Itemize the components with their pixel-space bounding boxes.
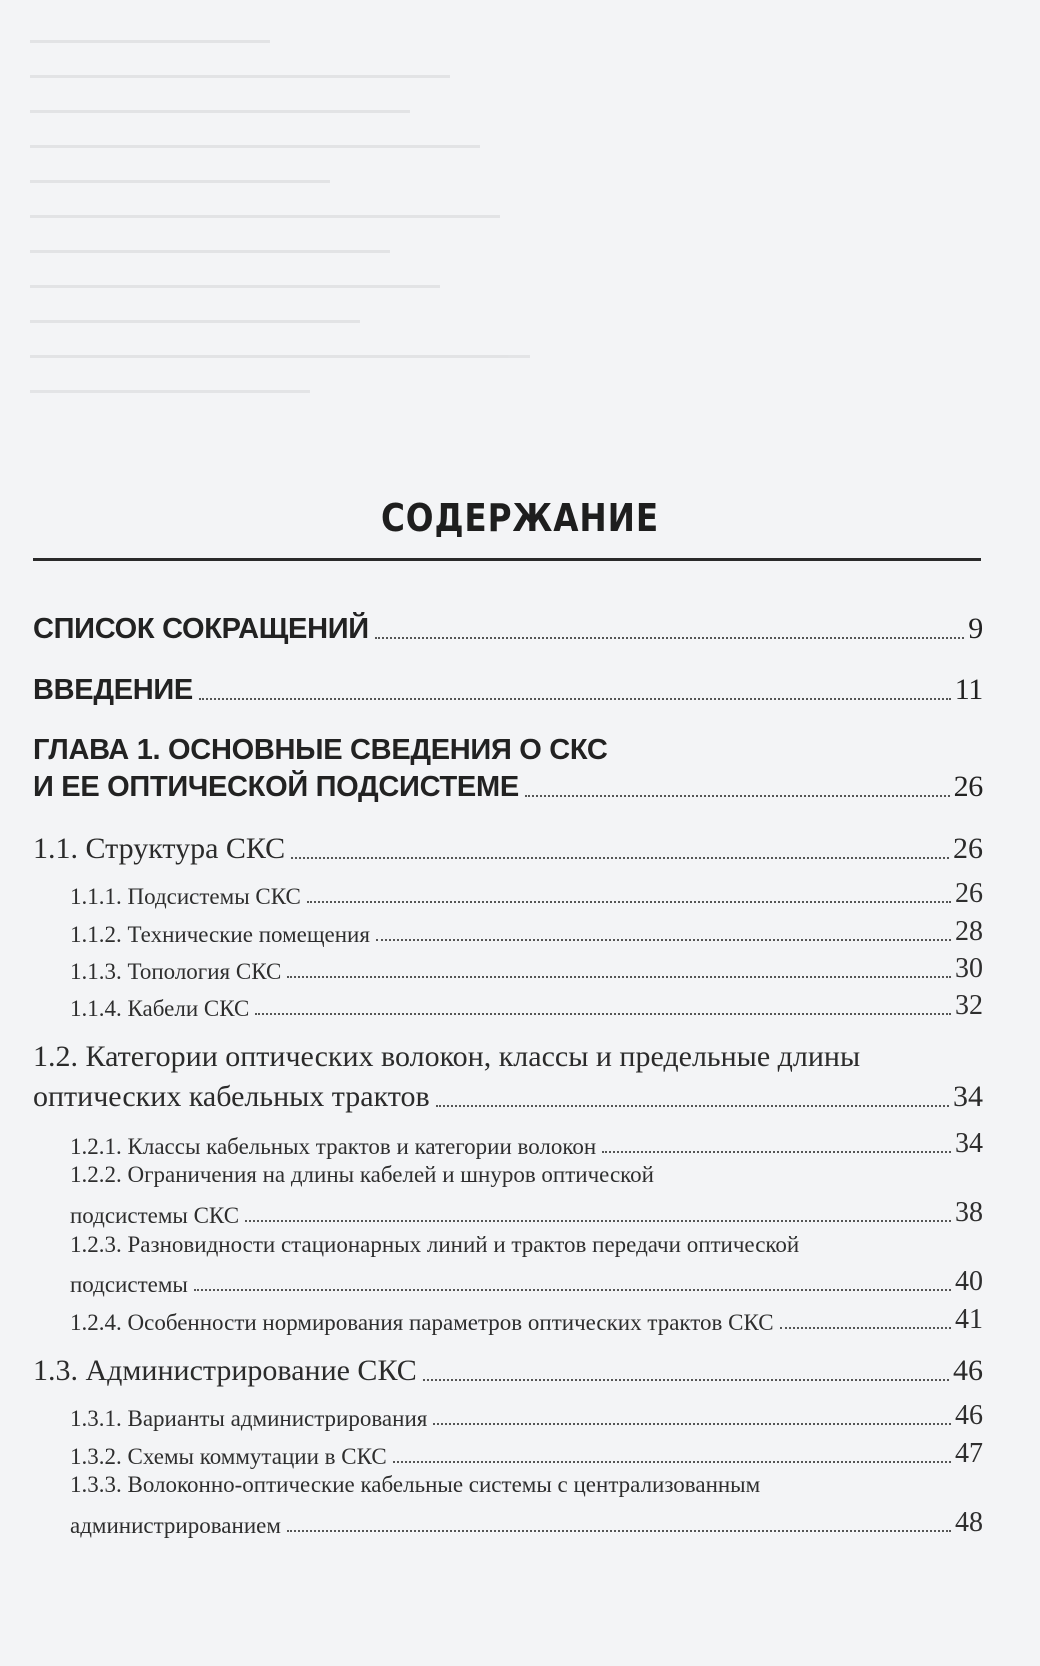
leader-dots — [255, 1013, 951, 1015]
leader-dots — [602, 1151, 951, 1153]
toc-entry-chapter-1-line1[interactable]: ГЛАВА 1. ОСНОВНЫЕ СВЕДЕНИЯ О СКС — [33, 734, 608, 766]
toc-entry-introduction[interactable] — [33, 673, 983, 707]
toc-entry-1-1[interactable] — [33, 832, 983, 866]
leader-dots — [433, 1423, 951, 1425]
bleed-through-shadow — [30, 40, 590, 560]
leader-dots — [375, 637, 964, 639]
leader-dots — [423, 1379, 949, 1381]
toc-entry-1-2-3[interactable] — [70, 1266, 983, 1298]
toc-entry-chapter-1[interactable] — [33, 770, 983, 804]
leader-dots — [287, 976, 951, 978]
toc-entry-page: 47 — [955, 1438, 983, 1469]
toc-entry-label: 1.3. Администрирование СКС — [33, 1354, 417, 1387]
page-title: СОДЕРЖАНИЕ — [380, 496, 660, 540]
toc-entry-page: 38 — [955, 1197, 983, 1228]
toc-entry-label: 1.3.1. Варианты администрирования — [70, 1406, 428, 1431]
toc-entry-1-2-4[interactable] — [70, 1304, 983, 1336]
leader-dots — [307, 901, 951, 903]
leader-dots — [436, 1105, 949, 1107]
toc-entry-label: оптических кабельных трактов — [33, 1080, 430, 1113]
toc-entry-label: СПИСОК СОКРАЩЕНИЙ — [33, 613, 369, 645]
title-rule — [33, 558, 981, 561]
toc-entry-label: 1.1. Структура СКС — [33, 832, 286, 865]
toc-entry-1-2[interactable] — [33, 1080, 983, 1114]
leader-dots — [199, 698, 951, 700]
toc-entry-1-2-1[interactable] — [70, 1128, 983, 1160]
toc-entry-page: 26 — [953, 832, 983, 865]
leader-dots — [291, 857, 949, 859]
toc-entry-label: 1.2.4. Особенности нормирования параметров оптических трактов СКС — [70, 1310, 774, 1335]
leader-dots — [287, 1530, 951, 1532]
leader-dots — [780, 1327, 951, 1329]
toc-entry-page: 28 — [955, 916, 983, 947]
toc-entry-1-3-2[interactable] — [70, 1438, 983, 1470]
toc-entry-page: 26 — [953, 770, 983, 803]
toc-entry-label: подсистемы — [70, 1272, 188, 1297]
leader-dots — [376, 939, 951, 941]
toc-entry-label: подсистемы СКС — [70, 1203, 240, 1228]
toc-entry-label: 1.3.2. Схемы коммутации в СКС — [70, 1444, 387, 1469]
toc-entry-1-1-1[interactable] — [70, 878, 983, 910]
toc-entry-label: ВВЕДЕНИЕ — [33, 674, 193, 706]
toc-entry-page: 34 — [953, 1080, 983, 1113]
toc-entry-1-1-2[interactable] — [70, 916, 983, 948]
toc-entry-label: администрированием — [70, 1513, 281, 1538]
toc-entry-label: 1.1.4. Кабели СКС — [70, 996, 250, 1021]
leader-dots — [194, 1289, 951, 1291]
toc-entry-page: 34 — [955, 1128, 983, 1159]
toc-entry-label: 1.1.1. Подсистемы СКС — [70, 884, 301, 909]
toc-entry-label: И ЕЕ ОПТИЧЕСКОЙ ПОДСИСТЕМЕ — [33, 771, 519, 803]
leader-dots — [525, 795, 950, 797]
toc-entry-page: 32 — [955, 990, 983, 1021]
toc-entry-page: 46 — [953, 1354, 983, 1387]
toc-entry-page: 26 — [955, 878, 983, 909]
toc-entry-1-2-line1[interactable]: 1.2. Категории оптических волокон, классы и предельные длины — [33, 1040, 861, 1073]
toc-entry-label: 1.1.3. Топология СКС — [70, 959, 282, 984]
toc-entry-page: 41 — [955, 1304, 983, 1335]
toc-entry-label: 1.2.1. Классы кабельных трактов и категории волокон — [70, 1134, 597, 1159]
toc-entry-1-1-3[interactable] — [70, 953, 983, 985]
toc-entry-page: 30 — [955, 953, 983, 984]
toc-entry-1-3[interactable] — [33, 1354, 983, 1388]
toc-entry-page: 9 — [968, 612, 983, 645]
toc-entry-1-1-4[interactable] — [70, 990, 983, 1022]
toc-entry-page: 40 — [955, 1266, 983, 1297]
toc-entry-1-3-3-line1[interactable]: 1.3.3. Волоконно-оптические кабельные системы с централизованным — [70, 1472, 761, 1497]
toc-entry-1-2-2[interactable] — [70, 1197, 983, 1229]
toc-entry-1-2-2-line1[interactable]: 1.2.2. Ограничения на длины кабелей и шнуров оптической — [70, 1162, 654, 1187]
toc-entry-page: 48 — [955, 1507, 983, 1538]
toc-entry-page: 11 — [954, 673, 983, 706]
toc-entry-abbreviations[interactable] — [33, 612, 983, 646]
toc-entry-1-2-3-line1[interactable]: 1.2.3. Разновидности стационарных линий и трактов передачи оптической — [70, 1232, 800, 1257]
leader-dots — [245, 1220, 951, 1222]
toc-entry-page: 46 — [955, 1400, 983, 1431]
leader-dots — [393, 1461, 951, 1463]
toc-entry-1-3-3[interactable] — [70, 1507, 983, 1539]
toc-entry-label: 1.1.2. Технические помещения — [70, 922, 370, 947]
toc-entry-1-3-1[interactable] — [70, 1400, 983, 1432]
